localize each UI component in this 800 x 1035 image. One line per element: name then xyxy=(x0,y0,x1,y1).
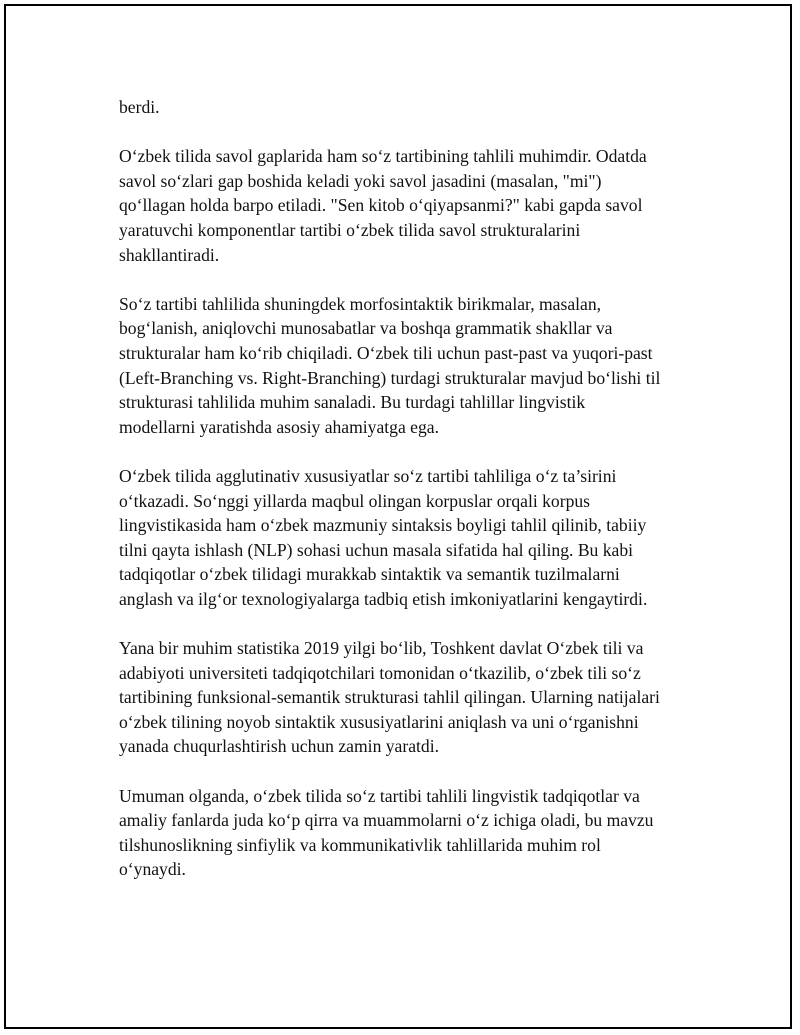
text-line: yaratuvchi komponentlar tartibi o‘zbek tilida savol strukturalarini xyxy=(119,219,581,240)
paragraph-2 xyxy=(119,144,704,267)
text-line: O‘zbek tilida savol gaplarida ham so‘z tartibining tahlili muhimdir. Odatda xyxy=(119,146,647,167)
text-line: shakllantiradi. xyxy=(119,244,220,265)
text-line: Umuman olganda, o‘zbek tilida so‘z tartibi tahlili lingvistik tadqiqotlar va xyxy=(119,785,640,806)
paragraph-5 xyxy=(119,636,704,759)
text-line: savol so‘zlari gap boshida keladi yoki savol jasadini (masalan, "mi") xyxy=(119,170,602,191)
document-body xyxy=(119,95,704,907)
text-line: yanada chuqurlashtirish uchun zamin yaratdi. xyxy=(119,736,440,757)
paragraph-4 xyxy=(119,464,704,612)
text-line: berdi. xyxy=(119,97,160,117)
text-line: tartibining funksional-semantik strukturasi tahlil qilingan. Ularning natijalari xyxy=(119,687,660,708)
text-line: anglash va ilg‘or texnologiyalarga tadbiq etish imkoniyatlarini kengaytirdi. xyxy=(119,588,648,609)
paragraph-6 xyxy=(119,784,704,882)
document-page xyxy=(4,4,792,1029)
text-line: bog‘lanish, aniqlovchi munosabatlar va boshqa grammatik shakllar va xyxy=(119,318,613,339)
text-line: lingvistikasida ham o‘zbek mazmuniy sintaksis boyligi tahlil qilinib, tabiiy xyxy=(119,515,647,536)
text-line: O‘zbek tilida agglutinativ xususiyatlar so‘z tartibi tahliliga o‘z ta’sirini xyxy=(119,465,617,486)
text-line: tadqiqotlar o‘zbek tilidagi murakkab sintaktik va semantik tuzilmalarni xyxy=(119,564,620,585)
paragraph-1 xyxy=(119,95,704,120)
text-line: o‘ynaydi. xyxy=(119,859,186,880)
text-line: o‘zbek tilining noyob sintaktik xususiyatlarini aniqlash va uni o‘rganishni xyxy=(119,711,639,732)
text-line: tilshunoslikning sinfiylik va kommunikativlik tahlillarida muhim rol xyxy=(119,834,601,855)
paragraph-3 xyxy=(119,292,704,440)
text-line: So‘z tartibi tahlilida shuningdek morfosintaktik birikmalar, masalan, xyxy=(119,293,602,314)
text-line: strukturalar ham ko‘rib chiqiladi. O‘zbek tili uchun past-past va yuqori-past xyxy=(119,342,653,363)
text-line: qo‘llagan holda barpo etiladi. "Sen kitob o‘qiyapsanmi?" kabi gapda savol xyxy=(119,195,643,216)
text-line: adabiyoti universiteti tadqiqotchilari tomonidan o‘tkazilib, o‘zbek tili so‘z xyxy=(119,662,641,683)
text-line: Yana bir muhim statistika 2019 yilgi bo‘lib, Toshkent davlat O‘zbek tili va xyxy=(119,638,644,659)
text-line: o‘tkazadi. So‘nggi yillarda maqbul olingan korpuslar orqali korpus xyxy=(119,490,591,511)
text-line: modellarni yaratishda asosiy ahamiyatga ega. xyxy=(119,416,439,437)
text-line: amaliy fanlarda juda ko‘p qirra va muammolarni o‘z ichiga oladi, bu mavzu xyxy=(119,810,654,831)
text-line: (Left-Branching vs. Right-Branching) turdagi strukturalar mavjud bo‘lishi til xyxy=(119,367,661,388)
text-line: strukturasi tahlilida muhim sanaladi. Bu turdagi tahlillar lingvistik xyxy=(119,392,586,413)
text-line: tilni qayta ishlash (NLP) sohasi uchun masala sifatida hal qiling. Bu kabi xyxy=(119,539,634,560)
